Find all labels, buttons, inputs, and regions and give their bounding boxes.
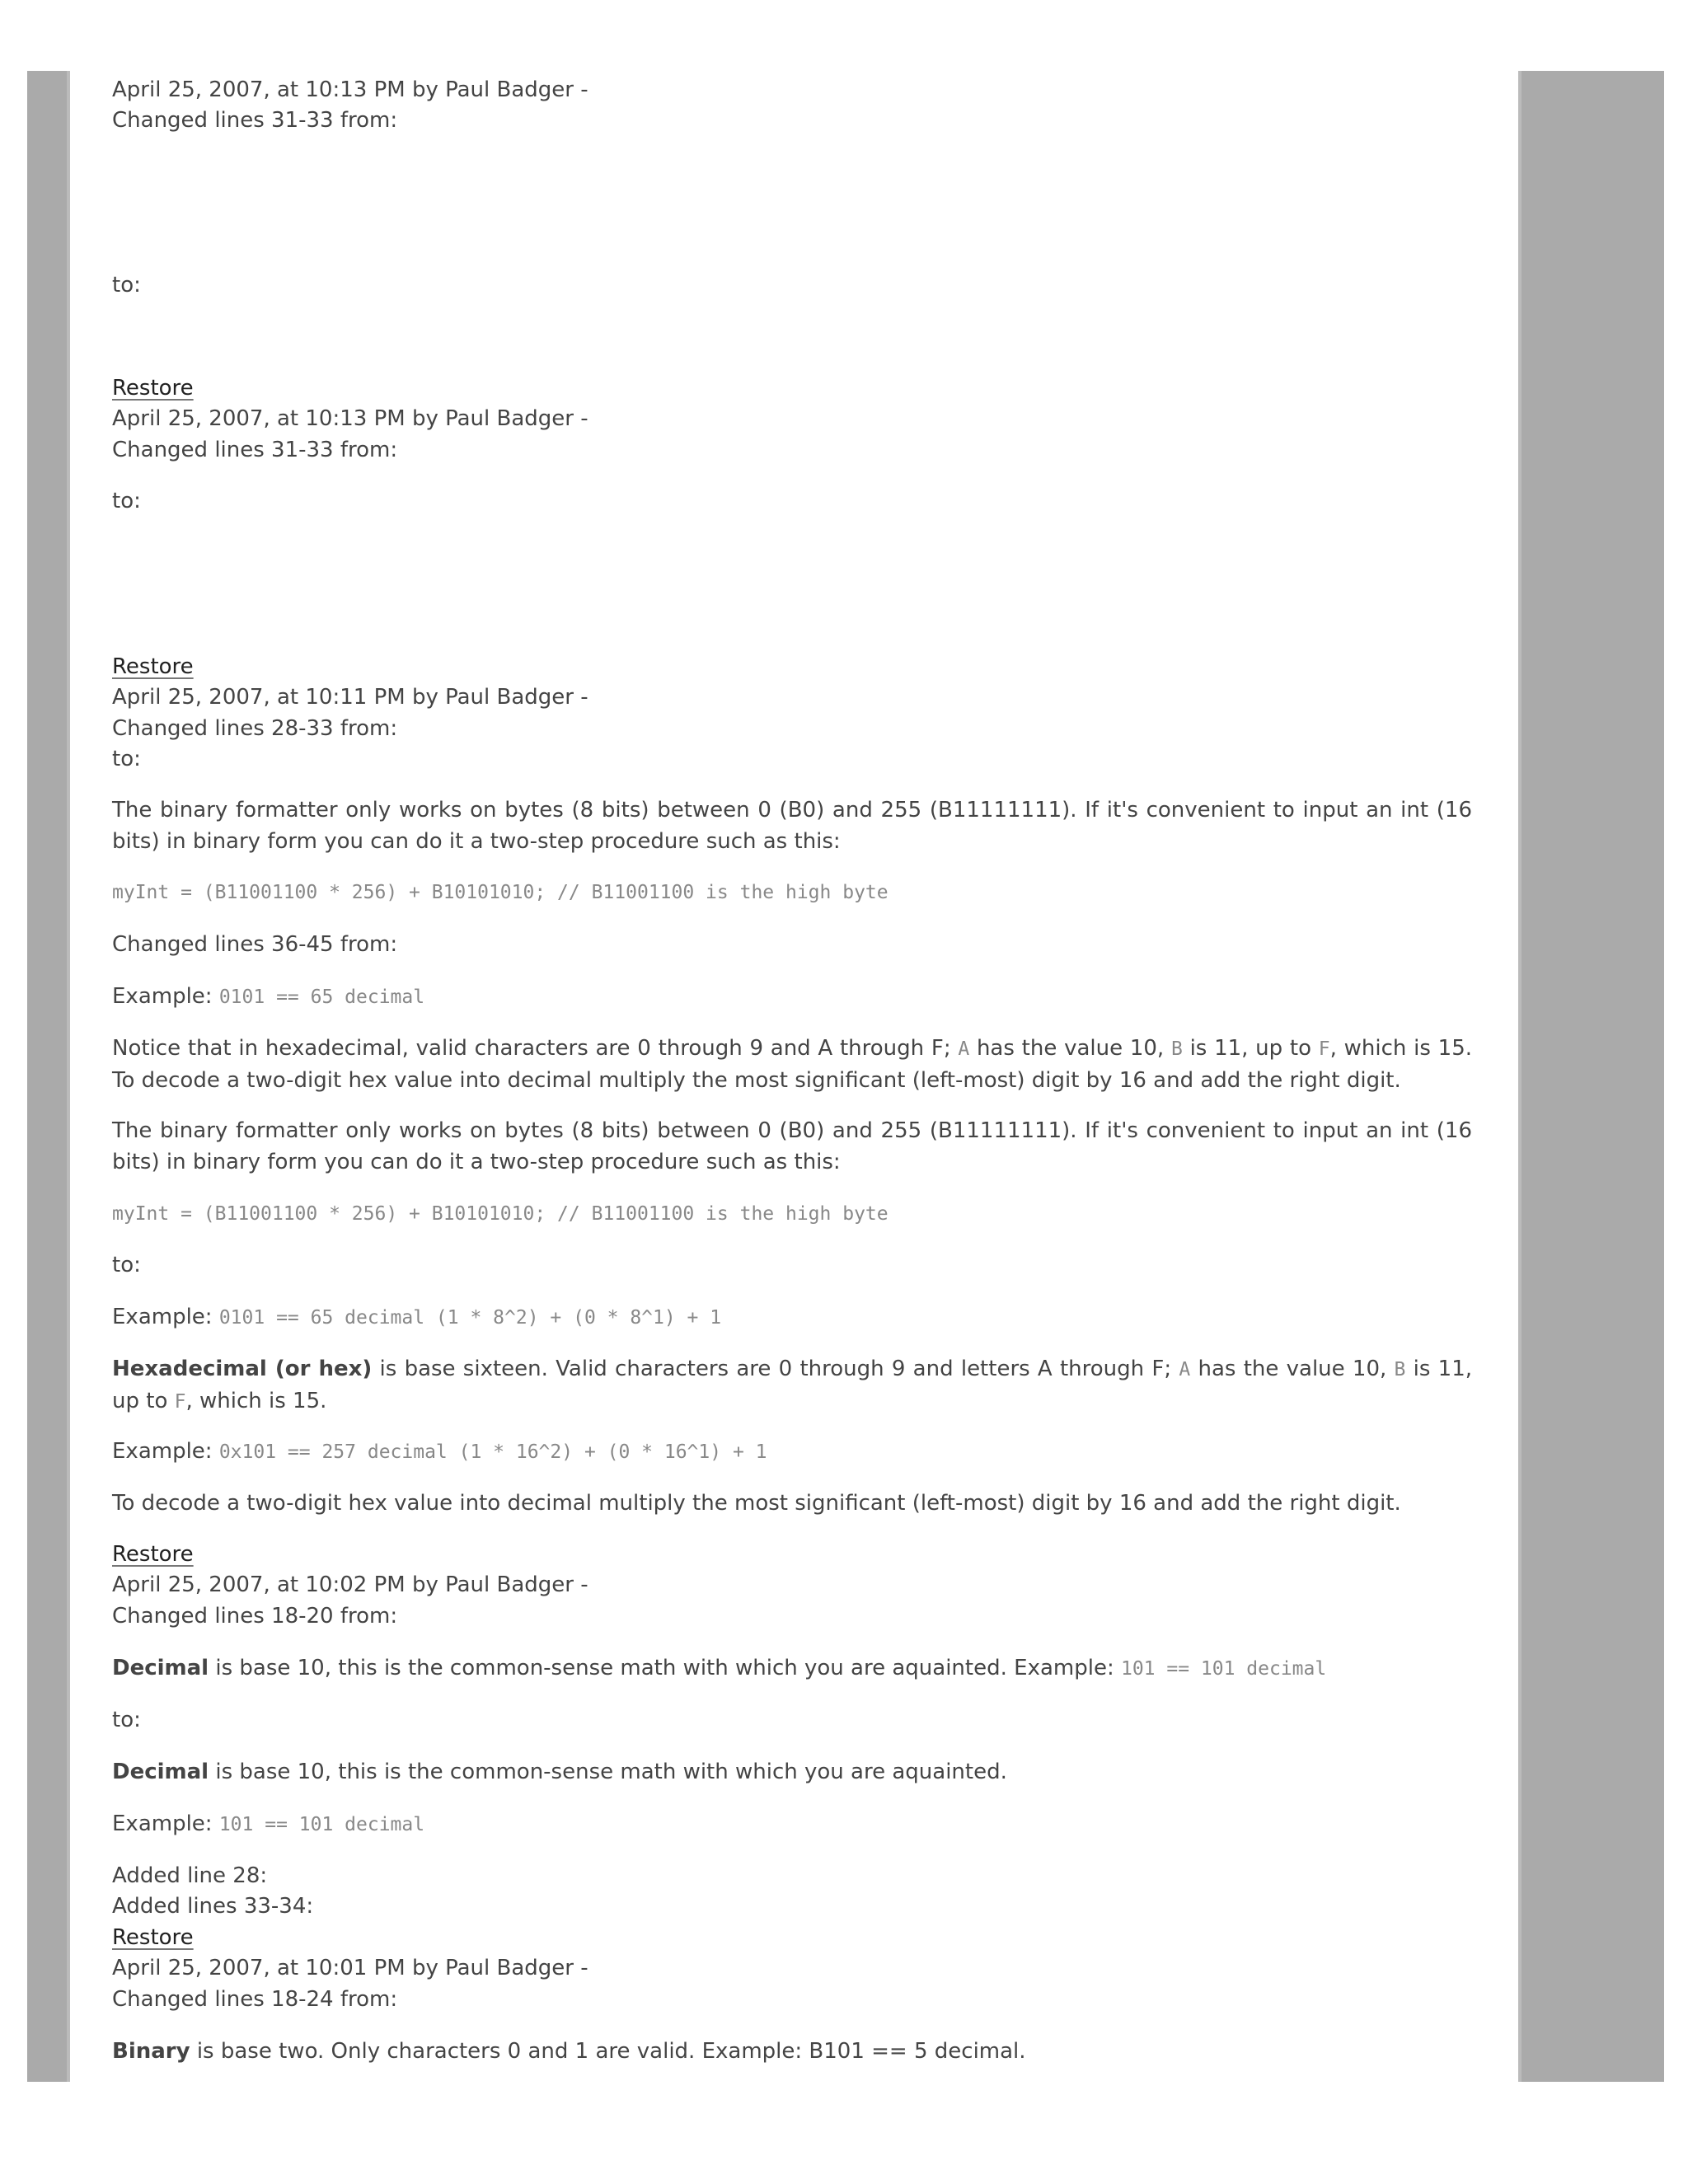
inline-code: F xyxy=(174,1391,186,1413)
hex-notice-paragraph xyxy=(112,1033,1472,1096)
change-summary: Changed lines 36-45 from: xyxy=(112,932,398,957)
text-segment: is base two. Only characters 0 and 1 are valid. Example: B101 == 5 decimal. xyxy=(196,2039,1026,2064)
bold-term: Hexadecimal (or hex) xyxy=(112,1357,373,1381)
to-label: to: xyxy=(112,1708,141,1732)
text-segment: has the value 10, xyxy=(976,1036,1165,1061)
change-summary: Changed lines 31-33 from: xyxy=(112,108,398,133)
inline-code: A xyxy=(1179,1359,1191,1380)
text-segment: , which is 15. To decode a two-digit hex value into decimal multiply the most significant (left-most) digit by 16 and add the right digit. xyxy=(112,1036,1472,1093)
inline-code: A xyxy=(958,1038,970,1060)
example-line xyxy=(112,1436,767,1468)
text-segment: is base 10, this is the common-sense math with which you are aquainted. xyxy=(215,1656,1007,1680)
binary-formatter-paragraph: The binary formatter only works on bytes (8 bits) between 0 (B0) and 255 (B11111111). If it's convenient to input an int (16 bits) in binary form you can do it a two-step procedure such as this: xyxy=(112,798,1472,854)
to-label: to: xyxy=(112,747,141,771)
to-label: to: xyxy=(112,489,141,513)
binary-paragraph xyxy=(112,2036,1026,2067)
inline-code: B xyxy=(1170,1038,1183,1060)
decimal-paragraph xyxy=(112,1652,1326,1685)
example-label: Example: xyxy=(112,1811,213,1836)
example-code: 0x101 == 257 decimal (1 * 16^2) + (0 * 16^1) + 1 xyxy=(218,1441,767,1463)
left-sidebar-bar xyxy=(27,71,70,2082)
change-summary: Changed lines 28-33 from: xyxy=(112,716,398,741)
added-line-summary: Added line 28: xyxy=(112,1863,268,1888)
example-label: Example: xyxy=(112,1305,213,1329)
restore-link-text[interactable]: Restore xyxy=(112,1925,194,1950)
example-code: 101 == 101 decimal xyxy=(218,1814,425,1835)
added-lines-summary: Added lines 33-34: xyxy=(112,1894,314,1919)
to-label: to: xyxy=(112,1253,141,1277)
bold-term: Decimal xyxy=(112,1656,209,1680)
change-summary: Changed lines 18-24 from: xyxy=(112,1987,398,2012)
hexadecimal-paragraph xyxy=(112,1353,1472,1418)
text-segment: has the value 10, xyxy=(1198,1357,1387,1381)
right-sidebar-bar xyxy=(1518,71,1664,2082)
example-line xyxy=(112,1808,424,1840)
text-segment: , which is 15. xyxy=(185,1389,327,1413)
restore-link[interactable] xyxy=(112,1539,194,1570)
example-label: Example: xyxy=(112,1439,213,1464)
entry-meta: April 25, 2007, at 10:02 PM by Paul Badger - xyxy=(112,1572,588,1597)
text-segment: is 11, up to xyxy=(112,1357,1473,1413)
text-segment: is base 10, this is the common-sense math with which you are aquainted. xyxy=(215,1760,1007,1784)
example-code: 0101 == 65 decimal (1 * 8^2) + (0 * 8^1) + 1 xyxy=(218,1307,722,1329)
inline-code: F xyxy=(1318,1038,1330,1060)
entry-meta: April 25, 2007, at 10:11 PM by Paul Badger - xyxy=(112,685,588,710)
example-line xyxy=(112,981,424,1013)
code-line: myInt = (B11001100 * 256) + B10101010; // B11001100 is the high byte xyxy=(112,1203,889,1225)
decode-paragraph: To decode a two-digit hex value into decimal multiply the most significant (left-most) digit by 16 and add the right digit. xyxy=(112,1491,1401,1516)
to-label: to: xyxy=(112,273,141,298)
right-sidebar-edge xyxy=(1518,71,1522,2082)
bold-term: Decimal xyxy=(112,1760,209,1784)
entry-meta: April 25, 2007, at 10:13 PM by Paul Badger - xyxy=(112,406,588,431)
bold-term: Binary xyxy=(112,2039,190,2064)
text-segment: Notice that in hexadecimal, valid characters are 0 through 9 and A through F; xyxy=(112,1036,951,1061)
restore-link-text[interactable]: Restore xyxy=(112,654,194,679)
change-summary: Changed lines 18-20 from: xyxy=(112,1604,398,1629)
decimal-paragraph xyxy=(112,1756,1007,1788)
inline-code: B xyxy=(1394,1359,1406,1380)
entry-meta: April 25, 2007, at 10:13 PM by Paul Badger - xyxy=(112,77,588,102)
text-segment: is 11, up to xyxy=(1189,1036,1312,1061)
entry-meta: April 25, 2007, at 10:01 PM by Paul Badger - xyxy=(112,1956,588,1980)
restore-link-text[interactable]: Restore xyxy=(112,1542,194,1567)
example-line xyxy=(112,1301,721,1333)
example-code: 0101 == 65 decimal xyxy=(218,987,425,1008)
left-sidebar-edge xyxy=(67,71,70,2082)
restore-link[interactable] xyxy=(112,1922,194,1953)
change-summary: Changed lines 31-33 from: xyxy=(112,438,398,462)
restore-link[interactable] xyxy=(112,373,194,404)
example-label: Example: xyxy=(1014,1656,1114,1680)
restore-link-text[interactable]: Restore xyxy=(112,376,194,401)
example-label: Example: xyxy=(112,984,213,1009)
example-code: 101 == 101 decimal xyxy=(1120,1658,1327,1680)
code-line: myInt = (B11001100 * 256) + B10101010; // B11001100 is the high byte xyxy=(112,882,889,903)
restore-link[interactable] xyxy=(112,651,194,682)
binary-formatter-paragraph: The binary formatter only works on bytes (8 bits) between 0 (B0) and 255 (B11111111). If it's convenient to input an int (16 bits) in binary form you can do it a two-step procedure such as this: xyxy=(112,1118,1472,1174)
text-segment: is base sixteen. Valid characters are 0 through 9 and letters A through F; xyxy=(379,1357,1172,1381)
